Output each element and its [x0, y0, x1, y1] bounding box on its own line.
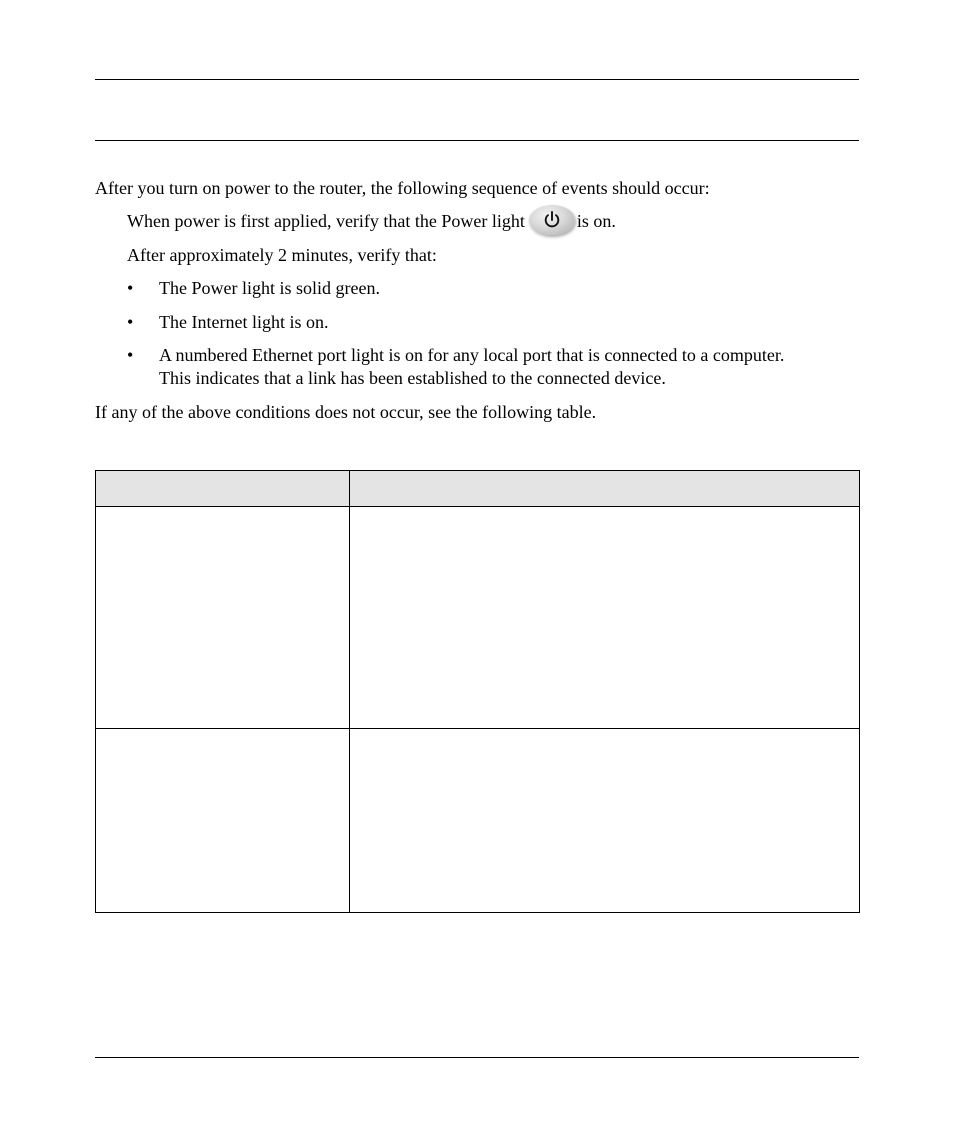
list-item-text: The Internet light is on. — [159, 312, 329, 332]
table-header-row — [96, 471, 860, 507]
bullet-symbol: • — [127, 278, 134, 298]
header-rule-top — [95, 79, 859, 80]
intro-paragraph: After you turn on power to the router, the following sequence of events should occur: — [95, 178, 710, 198]
table-row — [96, 507, 860, 729]
wait-step: After approximately 2 minutes, verify that: — [127, 245, 437, 265]
list-item-text: A numbered Ethernet port light is on for any local port that is connected to a computer. — [159, 345, 785, 365]
bullet-symbol: • — [127, 345, 134, 365]
table-row — [96, 729, 860, 913]
list-item-text-continued: This indicates that a link has been established to the connected device. — [159, 368, 666, 388]
troubleshooting-table — [95, 470, 860, 913]
table-header-cell — [350, 471, 860, 507]
table-cell — [350, 729, 860, 913]
bullet-symbol: • — [127, 312, 134, 332]
list-item-text: The Power light is solid green. — [159, 278, 380, 298]
table-header-cell — [96, 471, 350, 507]
power-icon — [529, 205, 575, 235]
footer-rule — [95, 1057, 859, 1058]
power-light-step-suffix: is on. — [576, 211, 616, 231]
outro-paragraph: If any of the above conditions does not occur, see the following table. — [95, 402, 597, 422]
table-cell — [96, 507, 350, 729]
table-cell — [350, 507, 860, 729]
power-light-step — [127, 210, 616, 235]
power-light-step-text: When power is first applied, verify that the Power light — [127, 211, 525, 231]
header-rule-bottom — [95, 140, 859, 141]
table-cell — [96, 729, 350, 913]
